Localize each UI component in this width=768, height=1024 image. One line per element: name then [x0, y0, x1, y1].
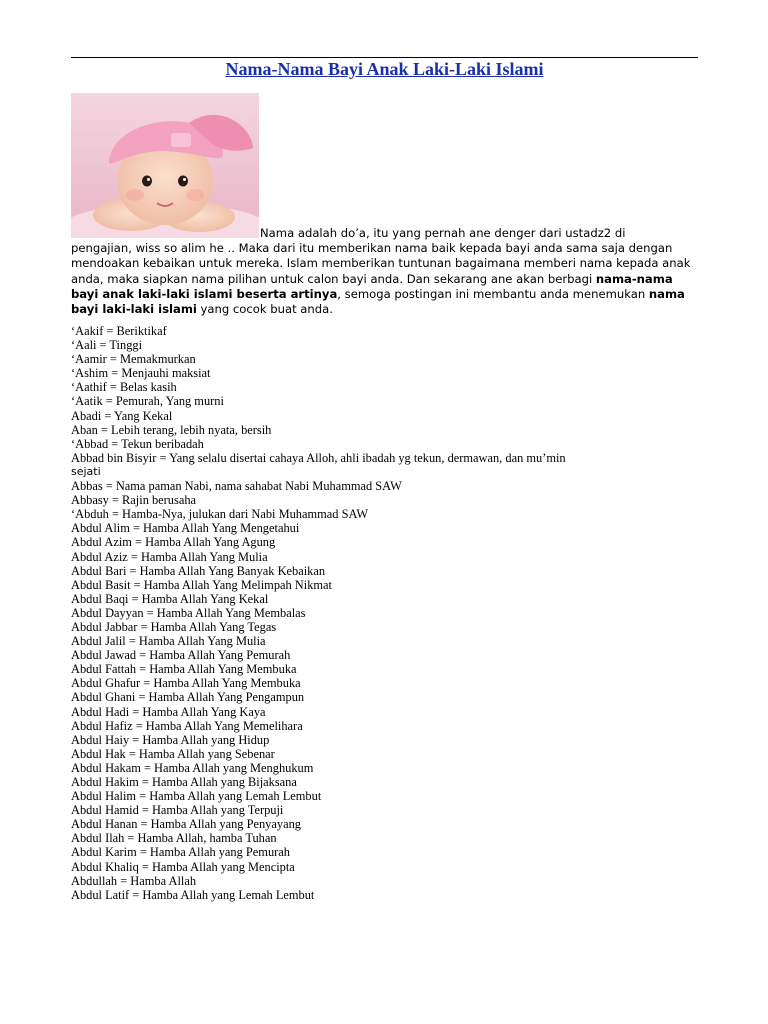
- name-entry: Abdul Hak = Hamba Allah yang Sebenar: [71, 746, 275, 761]
- name-entry: ‘Ashim = Menjauhi maksiat: [71, 366, 211, 381]
- name-entry: Abdul Jalil = Hamba Allah Yang Mulia: [71, 634, 266, 649]
- intro-text-b: , semoga postingan ini membantu anda menemukan: [337, 286, 649, 301]
- name-entry: Aban = Lebih terang, lebih nyata, bersih: [71, 422, 272, 437]
- name-entry: Abbas = Nama paman Nabi, nama sahabat Nabi Muhammad SAW: [71, 479, 402, 494]
- name-entry: Abdul Hadi = Hamba Allah Yang Kaya: [71, 704, 266, 719]
- name-entry: Abdul Ilah = Hamba Allah, hamba Tuhan: [71, 831, 277, 846]
- name-entry: Abbad bin Bisyir = Yang selalu disertai cahaya Alloh, ahli ibadah yg tekun, dermawan, dan mu’min: [71, 450, 566, 465]
- names-list: [71, 324, 698, 902]
- page-title[interactable]: Nama-Nama Bayi Anak Laki-Laki Islami: [225, 59, 544, 79]
- name-entry: Abdul Ghani = Hamba Allah Yang Pengampun: [71, 690, 305, 705]
- name-entry: Abdul Bari = Hamba Allah Yang Banyak Kebaikan: [71, 563, 326, 578]
- name-entry: Abdul Alim = Hamba Allah Yang Mengetahui: [71, 521, 300, 536]
- baby-illustration: [71, 93, 259, 238]
- intro-bold-a: nama-nama bayi anak laki-laki islami beserta artinya: [71, 271, 673, 301]
- name-entry: ‘Abbad = Tekun beribadah: [71, 436, 204, 451]
- name-entry: Abdul Khaliq = Hamba Allah yang Mencipta: [71, 859, 295, 874]
- name-entry: Abdul Baqi = Hamba Allah Yang Kekal: [71, 591, 269, 606]
- name-entry: Abdul Basit = Hamba Allah Yang Melimpah Nikmat: [71, 577, 332, 592]
- name-entry: Abdul Hanan = Hamba Allah yang Penyayang: [71, 817, 301, 832]
- name-entry: Abdul Jawad = Hamba Allah Yang Pemurah: [71, 648, 291, 663]
- name-entry: Abdul Halim = Hamba Allah yang Lemah Lembut: [71, 789, 322, 804]
- name-entry: ‘Aamir = Memakmurkan: [71, 352, 196, 367]
- name-entry: Abdul Hakim = Hamba Allah yang Bijaksana: [71, 775, 297, 789]
- intro-text-a: pengajian, wiss so alim he .. Maka dari itu memberikan nama baik kepada bayi anda sama saja dengan mendoakan kebaikan untuk mereka. Islam memberikan tuntunan bagaimana memberi nama kepada anak anda, maka siapkan nama pilihan untuk calon bayi anda. Dan sekarang ane akan berbagi: [71, 241, 691, 286]
- name-entry: ‘Aali = Tinggi: [71, 338, 143, 353]
- intro-bold-b: nama bayi laki-laki islami: [71, 286, 685, 317]
- name-entry: Abdul Azim = Hamba Allah Yang Agung: [71, 535, 276, 550]
- name-entry: Abdul Latif = Hamba Allah yang Lemah Lembut: [71, 887, 315, 902]
- name-entry: Abdul Hamid = Hamba Allah yang Terpuji: [71, 803, 284, 818]
- name-entry: Abdul Haiy = Hamba Allah yang Hidup: [71, 732, 270, 747]
- name-entry: Abdul Dayyan = Hamba Allah Yang Membalas: [71, 605, 306, 620]
- baby-photo: [71, 93, 259, 238]
- name-entry: Abdullah = Hamba Allah: [71, 873, 197, 888]
- name-entry: Abdul Aziz = Hamba Allah Yang Mulia: [71, 549, 268, 564]
- name-entry: ‘Aatik = Pemurah, Yang murni: [71, 394, 224, 409]
- name-entry: ‘Aathif = Belas kasih: [71, 380, 177, 395]
- name-entry: Abdul Hafiz = Hamba Allah Yang Memelihara: [71, 718, 303, 733]
- intro-paragraph: [71, 226, 698, 317]
- intro-text-c: yang cocok buat anda.: [196, 302, 333, 317]
- name-entry: Abdul Fattah = Hamba Allah Yang Membuka: [71, 662, 297, 677]
- name-entry: Abdul Hakam = Hamba Allah yang Menghukum: [71, 760, 314, 775]
- name-entry: Abdul Ghafur = Hamba Allah Yang Membuka: [71, 676, 301, 691]
- name-entry: Abdul Karim = Hamba Allah yang Pemurah: [71, 845, 290, 860]
- name-entry: ‘Abduh = Hamba-Nya, julukan dari Nabi Muhammad SAW: [71, 507, 369, 522]
- name-entry-continuation: sejati: [71, 464, 101, 478]
- name-entry: Abadi = Yang Kekal: [71, 408, 173, 423]
- name-entry: ‘Aakif = Beriktikaf: [71, 324, 167, 338]
- intro-first-line: Nama adalah do’a, itu yang pernah ane denger dari ustadz2 di: [260, 226, 626, 240]
- name-entry: Abbasy = Rajin berusaha: [71, 493, 197, 508]
- name-entry: Abdul Jabbar = Hamba Allah Yang Tegas: [71, 619, 277, 634]
